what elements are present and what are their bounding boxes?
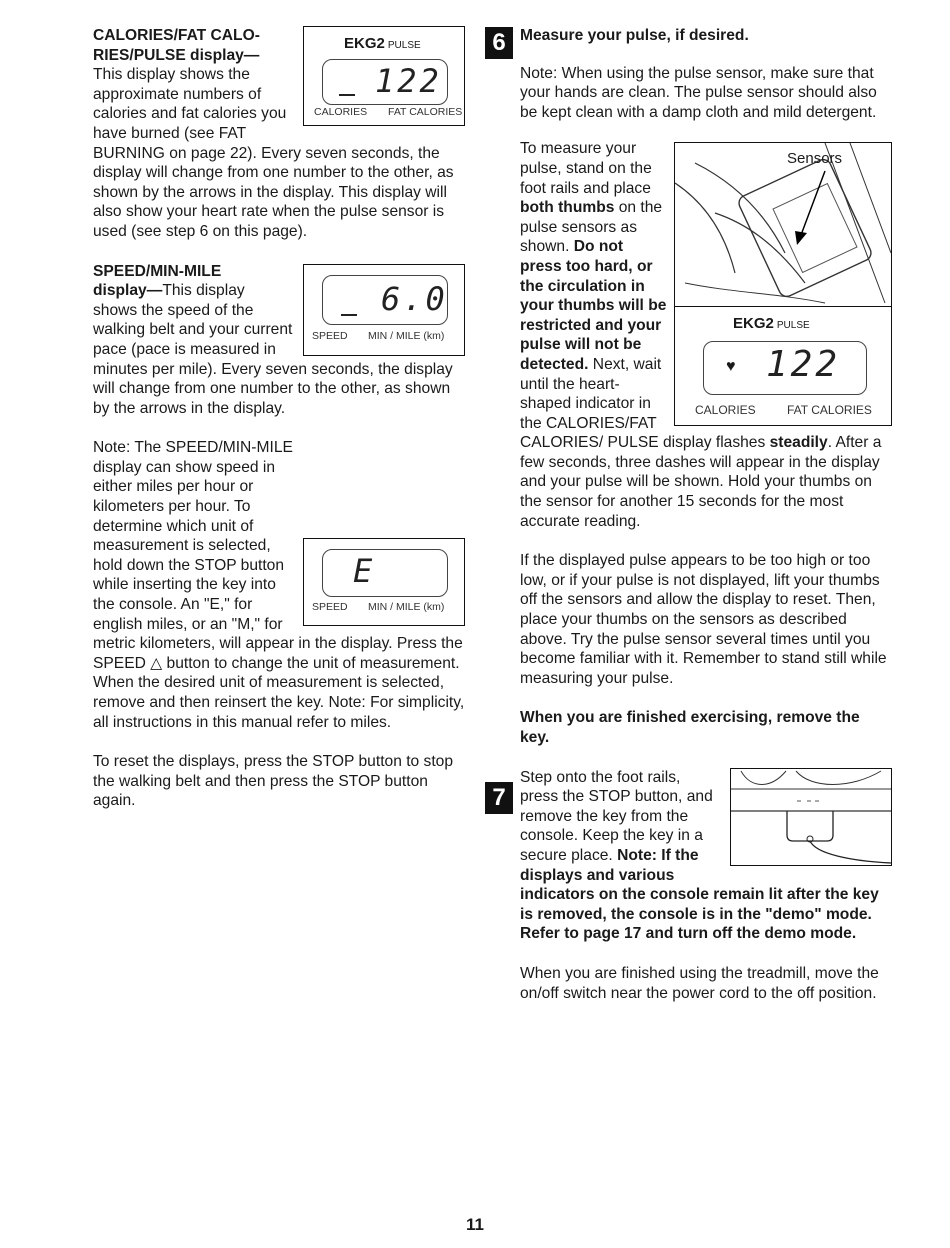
speed-label: SPEED <box>312 329 348 342</box>
calories-heading-2: RIES/PULSE display— <box>93 46 260 64</box>
speed-lcd <box>322 275 448 325</box>
unit-value: E <box>353 552 376 591</box>
measure-pulse-instructions: To measure your pulse, stand on the foot rails and place both thumbs on the pulse sensors as shown. Do not press too hard, or the circulation in your thumbs will be restricted and your pulse will not be detected. Next, wait until the heart-shaped indicator in the CALORIES/FAT CALORIES/ PULSE display flashes steadily. After a few seconds, three dashes will appear in the display and your pulse will be shown. Hold your thumbs on the sensor for another 15 seconds for the most accurate reading. <box>520 140 882 530</box>
pulse-value: 122 <box>766 344 841 386</box>
calories-value: 122 <box>375 62 442 100</box>
calories-label: CALORIES <box>314 106 368 118</box>
step-7-heading: When you are finished exercising, remove the key. <box>520 709 860 746</box>
calories-heading-1: CALORIES/FAT CALO- <box>93 27 260 44</box>
pulse-sensor-note: Note: When using the pulse sensor, make sure that your hands are clean. The pulse sensor should also be kept clean with a damp cloth and mild detergent. <box>520 64 877 121</box>
ekg-pulse-label: PULSE <box>776 320 810 332</box>
step-6-heading: Measure your pulse, if desired. <box>520 27 749 44</box>
speed-heading-2: display— <box>93 282 163 300</box>
ekg-brand: EKG2 <box>733 315 774 333</box>
remove-key-instructions: Step onto the foot rails, press the STOP button, and remove the key from the console. Keep the key in a secure place. Note: If the displays and various indicators on the console remain lit after the key is removed, the console is in the "demo" mode. Refer to page 17 and turn off the demo mode. <box>520 768 879 943</box>
speed-body-text: This display shows the speed of the walking belt and your current pace (pace is measured in minutes per mile). Every seven seconds, the display will change from one number to the other, as shown by the arrows in the display. <box>93 282 453 417</box>
speed-heading-1: SPEED/MIN-MILE <box>93 262 222 280</box>
speed-display-figure <box>303 264 465 356</box>
min-mile-label: MIN / MILE (km) <box>368 601 445 614</box>
sensors-label: Sensors <box>787 150 843 168</box>
pulse-display-figure <box>674 306 892 426</box>
fat-calories-label: FAT CALORIES <box>388 106 463 118</box>
step-7-badge: 7 <box>485 782 513 814</box>
speed-value: 6.0 <box>381 279 448 318</box>
speed-label: SPEED <box>312 601 348 614</box>
unit-display-figure <box>303 538 465 626</box>
arrow-indicator-icon <box>341 314 357 316</box>
calories-label: CALORIES <box>695 403 756 418</box>
unit-lcd <box>322 549 448 597</box>
ekg-logo <box>344 35 421 52</box>
ekg-brand: EKG2 <box>344 35 385 52</box>
calories-body: This display shows the approximate numbers of calories and fat calories you have burned (see FAT BURNING on page 22). Every seven seconds, the display will change from one number to the other, as shown by the arrows in the display. This display will also show your heart rate when the pulse sensor is used (see step 6 on this page). <box>93 66 454 240</box>
hands-on-sensors-illustration <box>675 143 891 307</box>
demo-mode-note: Note: If the displays and various indicators on the console remain lit after the key is removed, the console is in the "demo" mode. Refer to page 17 and turn off the demo mode. <box>520 846 879 943</box>
left-column <box>93 26 465 811</box>
heart-icon: ♥ <box>726 358 736 376</box>
ekg-logo <box>733 315 810 332</box>
unit-note: Note: The SPEED/MIN-MILE display can show speed in either miles per hour or kilometers per hour. To determine which unit of measurement is selected, hold down the STOP button while inserting the key into the console. An "E," for english miles, or an "M," for metric kilometers, will appear in the display. Press the SPEED △ button to change the unit of measurement. When the desired unit of measurement is selected, remove and then reinsert the key. Note: For simplicity, all instructions in this manual refer to miles. <box>93 439 465 731</box>
min-mile-label: MIN / MILE (km) <box>368 329 445 342</box>
step-6-badge: 6 <box>485 27 513 59</box>
key-illustration <box>730 768 892 866</box>
sensors-illustration <box>674 142 892 308</box>
calories-lcd <box>322 59 448 105</box>
right-column <box>520 26 892 1003</box>
fat-calories-label: FAT CALORIES <box>787 403 872 418</box>
arrow-indicator-icon <box>339 94 355 96</box>
page-number: 11 <box>466 1215 484 1234</box>
calories-display-figure <box>303 26 465 126</box>
pulse-figure <box>674 142 892 428</box>
ekg-pulse-label: PULSE <box>387 40 421 51</box>
reset-instructions: To reset the displays, press the STOP button to stop the walking belt and then press the STOP button again. <box>93 753 454 810</box>
power-off-instructions: When you are finished using the treadmill, move the on/off switch near the power cord to the off position. <box>520 964 879 1002</box>
pulse-lcd <box>703 341 867 395</box>
pulse-troubleshoot: If the displayed pulse appears to be too high or too low, or if your pulse is not displayed, lift your thumbs off the sensors and allow the display to reset. Then, place your thumbs on the sensors as described above. Try the pulse sensor several times until you become familiar with it. Remember to stand still while measuring your pulse. <box>520 552 887 687</box>
console-key-illustration <box>731 769 891 865</box>
